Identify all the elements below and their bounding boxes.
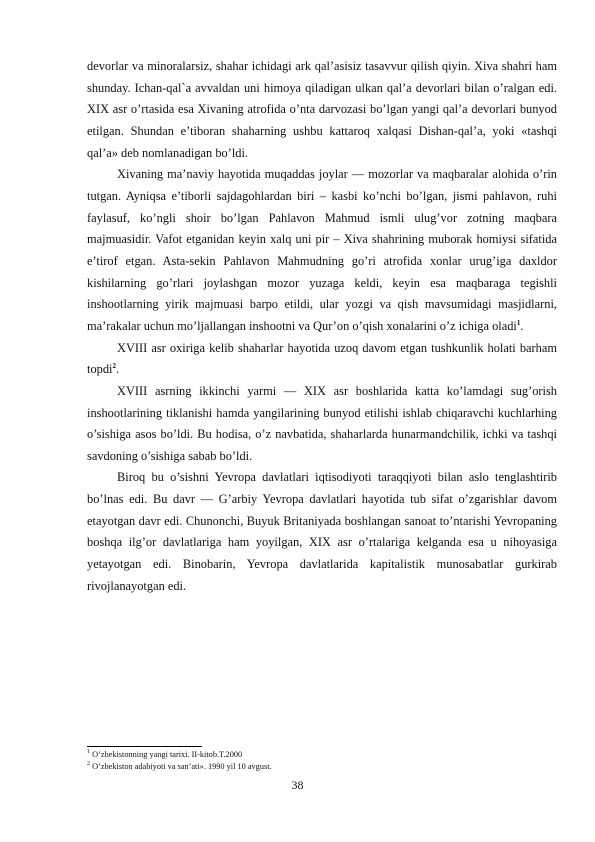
footnote-text-1: O’zbekistonning yangi tarixi. II-kitob.T.2000 <box>90 750 243 759</box>
paragraph-1: devorlar va minoralarsiz, shahar ichidagi ark qal’asisiz tasavvur qilish qiyin. Xiva shahri ham shunday. Ichan-qal`a avvaldan uni himoya qiladigan ulkan qal’a devorlari bilan o’ralgan edi. XIX asr o’rtasida esa Xivaning atrofida o’nta darvozasi bo’lgan yangi qal’a devorlari bunyod etilgan. Shundan e’tiboran shaharning ushbu kattaroq xalqasi Dishan-qal’a, yoki «tashqi qal’a» deb nomlanadigan bo’ldi. <box>87 59 557 160</box>
footnote-1 <box>87 749 557 761</box>
footnote-text-2: O’zbekiston adabiyoti va san’ati». 1990 yil 10 avgust. <box>90 762 272 771</box>
footnote-ref-2[interactable]: 2 <box>112 362 116 371</box>
paragraph-2-text: Xivaning ma’naviy hayotida muqaddas joylar — mozorlar va maqbaralar alohida o’rin tutgan. Ayniqsa e’tiborli sajdagohlardan biri – kasbi ko’nchi bo’lgan, jismi pahlavon, ruhi faylasuf, ko’ngli shoir bo’lgan Pahlavon Mahmud ismli ulug’vor zotning maqbara majmuasidir. Vafot etganidan keyin xalq uni pir – Xiva shahrining muborak homiysi sifatida e’tirof etgan. Asta-sekin Pahlavon Mahmudning go’ri atrofida xonlar urug’iga daxldor kishilarning go’rlari joylashgan mozor yuzaga keldi, keyin esa maqbaraga tegishli inshootlarning yirik majmuasi barpo etildi, ular yozgi va qish mavsumidagi masjidlarni, ma’rakalar uchun mo’ljallangan inshootni va Qur’on o’qish xonalarini o’z ichiga oladi <box>87 167 557 333</box>
paragraph-3-end: . <box>115 362 120 377</box>
paragraph-3-text: XVIII asr oxiriga kelib shaharlar hayotida uzoq davom etgan tushkunlik holati barham topdi <box>87 340 557 377</box>
footnote-mark-1: 1 <box>87 749 90 756</box>
paragraph-4: XVIII asrning ikkinchi yarmi — XIX asr boshlarida katta ko’lamdagi sug’orish inshootlarining tiklanishi hamda yangilarining bunyod etilishi ishlab chiqaravchi kuchlarhing o’sishiga asos bo’ldi. Bu hodisa, o’z navbatida, shaharlarda hunarmandchilik, ichki va tashqi savdoning o’sishiga sabab bo’ldi. <box>87 383 557 463</box>
paragraph-2-end: . <box>520 318 524 333</box>
paragraph-5: Biroq bu o’sishni Yevropa davlatlari iqtisodiyoti taraqqiyoti bilan aslo tenglashtirib bo’lnas edi. Bu davr — G’arbiy Yevropa davlatlari hayotida tub sifat o’zgarishlar davom etayotgan davr edi. Chunonchi, Buyuk Britaniyada boshlangan sanoat to’ntarishi Yevropaning boshqa ilg’or davlatlariga ham yoyilgan, XIX asr o’rtalariga kelganda esa u nihoyasiga yetayotgan edi. Binobarin, Yevropa davlatlarida kapitalistik munosabatlar gurkirab rivojlanayotgan edi. <box>87 470 557 593</box>
paragraph-2 <box>87 164 557 337</box>
paragraph-3 <box>87 338 557 381</box>
footnote-mark-2: 2 <box>87 761 90 768</box>
body-text <box>87 56 557 597</box>
footnote-ref-1[interactable]: 1 <box>516 318 521 327</box>
page-number: 38 <box>291 778 304 792</box>
footnote-2 <box>87 761 557 773</box>
footnote-separator <box>87 746 202 747</box>
footnotes <box>87 749 557 773</box>
